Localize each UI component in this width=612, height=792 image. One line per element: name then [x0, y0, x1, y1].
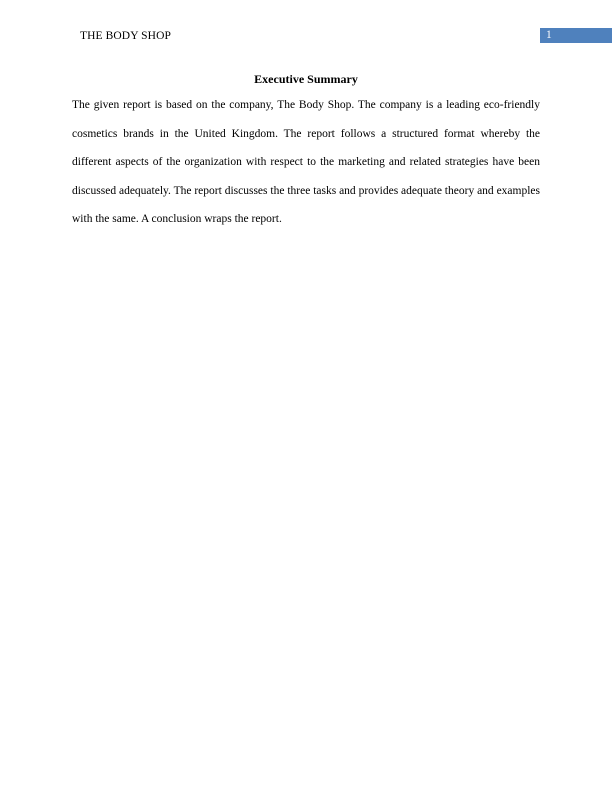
summary-paragraph: The given report is based on the company, The Body Shop. The company is a leading eco-friendly cosmetics brands in the United Kingdom. The report follows a structured format whereby the different aspects of the organization with respect to the marketing and related strategies have been discussed adequately. The report discusses the three tasks and provides adequate theory and examples with the same. A conclusion wraps the report. [72, 99, 540, 225]
page-number: 1 [546, 29, 552, 41]
running-header: THE BODY SHOP [80, 30, 171, 42]
section-title: Executive Summary [254, 72, 358, 86]
page-number-box [540, 28, 612, 43]
